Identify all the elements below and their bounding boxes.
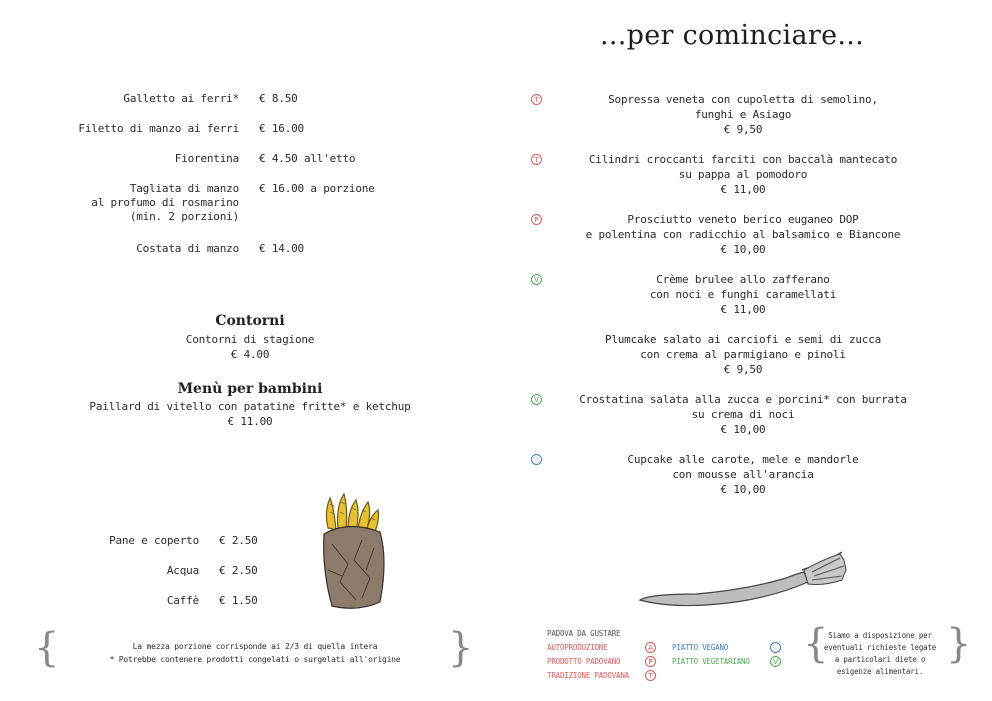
left-brace: { [34, 625, 60, 671]
dish-line2: funghi e Asiago [694, 108, 792, 121]
contorni-title: Contorni [215, 313, 285, 329]
dish-line1: Sopressa veneta con cupoletta di semolino, [608, 93, 878, 106]
badge-icon: ♡ [531, 454, 542, 465]
badge-icon: T [531, 94, 542, 105]
legend-prodotto-padovano: PRODOTTO PADOVANO [547, 657, 621, 666]
item-name: Galletto ai ferri* [123, 92, 239, 105]
vegetarian-v-icon: V [770, 656, 781, 667]
dish-price: € 10,00 [720, 243, 766, 256]
badge-icon: T [531, 154, 542, 165]
fork-illustration [636, 548, 850, 614]
dish-line2: con mousse all'arancia [672, 468, 814, 481]
legend-vegetariano: PIATTO VEGETARIANO [672, 657, 750, 666]
dish-price: € 11,00 [720, 303, 766, 316]
extra-name: Pane e coperto [109, 534, 199, 547]
item-name: Filetto di manzo ai ferri [78, 122, 239, 135]
dish-price: € 9,50 [723, 363, 763, 376]
extra-name: Acqua [166, 564, 199, 577]
diet-note-3: a particolari diete o [834, 655, 926, 664]
item-price: € 16.00 [259, 122, 304, 135]
dish-line1: Plumcake salato ai carciofi e semi di zucca [604, 333, 882, 346]
vegan-heart-icon: ♡ [770, 642, 781, 653]
bread-bag-illustration [318, 490, 398, 615]
legend-vegano: PIATTO VEGANO [672, 643, 729, 652]
dish-line1: Cupcake alle carote, mele e mandorle [627, 453, 859, 466]
item-name: Costata di manzo [136, 242, 239, 255]
dish-price: € 9,50 [723, 123, 763, 136]
dish-price: € 10,00 [720, 483, 766, 496]
bambini-price: € 11.00 [227, 415, 273, 428]
dish-line2: con noci e funghi caramellati [649, 288, 837, 301]
autoproduzione-icon: A [645, 642, 656, 653]
item-price: € 8.50 [259, 92, 298, 105]
dish-line1: Crostatina salata alla zucca e porcini* con burrata [579, 393, 907, 406]
dish-line1: Cilindri croccanti farciti con baccalà mantecato [588, 153, 898, 166]
item-price: € 14.00 [259, 242, 304, 255]
item-price: € 4.50 all'etto [259, 152, 356, 165]
page-title: ...per cominciare... [600, 20, 864, 51]
diet-note-1: Siamo a disposizione per [828, 631, 932, 640]
diet-note-4: esigenze alimentari. [836, 667, 924, 676]
bambini-item: Paillard di vitello con patatine fritte* e ketchup [89, 400, 411, 413]
item-name: Tagliata di manzo al profumo di rosmarino (min. 2 porzioni) [91, 182, 239, 223]
extra-price: € 2.50 [219, 534, 258, 547]
item-price: € 16.00 a porzione [259, 182, 375, 195]
dish-price: € 11,00 [720, 183, 766, 196]
dish-line2: su pappa al pomodoro [678, 168, 808, 181]
contorni-item: Contorni di stagione [185, 333, 315, 346]
item-name: Fiorentina [174, 152, 239, 165]
footnote-2: * Potrebbe contenere prodotti congelati o surgelati all'origine [109, 655, 401, 664]
contorni-price: € 4.00 [230, 348, 270, 361]
dish-price: € 10,00 [720, 423, 766, 436]
dish-line2: e polentina con radicchio al balsamico e Biancone [585, 228, 901, 241]
diet-right-brace: } [946, 621, 972, 667]
dish-line2: su crema di noci [691, 408, 795, 421]
prodotto-padovano-icon: P [645, 656, 656, 667]
badge-icon: P [531, 214, 542, 225]
extra-name: Caffè [166, 594, 199, 607]
extra-price: € 2.50 [219, 564, 258, 577]
legend-heading: PADOVA DA GUSTARE [547, 629, 621, 638]
badge-icon: V [531, 274, 542, 285]
dish-line1: Crème brulee allo zafferano [656, 273, 830, 286]
bambini-title: Menù per bambini [177, 381, 323, 397]
dish-line1: Prosciutto veneto berico euganeo DOP [627, 213, 859, 226]
diet-note-2: eventuali richieste legate [823, 643, 937, 652]
legend-autoproduzione: AUTOPRODUZIONE [547, 643, 608, 652]
diet-left-brace: { [803, 621, 829, 667]
footnote-1: La mezza porzione corrisponde ai 2/3 di quella intera [132, 642, 378, 651]
right-brace: } [448, 625, 474, 671]
tradizione-icon: T [645, 670, 656, 681]
legend-tradizione: TRADIZIONE PADOVANA [547, 671, 629, 680]
dish-line2: con crema al parmigiano e pinoli [640, 348, 846, 361]
extra-price: € 1.50 [219, 594, 258, 607]
badge-icon: V [531, 394, 542, 405]
